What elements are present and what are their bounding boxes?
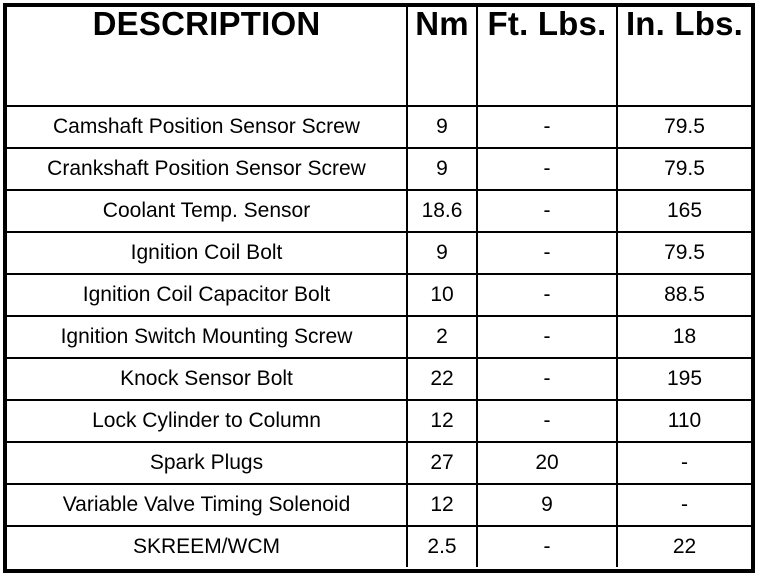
cell-description: SKREEM/WCM	[7, 526, 407, 567]
cell-in-lbs: 165	[617, 190, 751, 232]
header-row	[7, 7, 751, 106]
cell-description: Spark Plugs	[7, 442, 407, 484]
cell-in-lbs: 110	[617, 400, 751, 442]
cell-ft-lbs: -	[477, 106, 617, 148]
cell-ft-lbs: -	[477, 274, 617, 316]
cell-in-lbs: -	[617, 442, 751, 484]
table-row	[7, 274, 751, 316]
torque-spec-table	[7, 7, 751, 567]
cell-ft-lbs: -	[477, 190, 617, 232]
cell-ft-lbs: 9	[477, 484, 617, 526]
cell-nm: 18.6	[407, 190, 477, 232]
cell-in-lbs: 18	[617, 316, 751, 358]
header-ft-lbs: Ft. Lbs.	[477, 7, 617, 106]
header-description: DESCRIPTION	[7, 7, 407, 106]
cell-nm: 9	[407, 232, 477, 274]
cell-description: Crankshaft Position Sensor Screw	[7, 148, 407, 190]
table-row	[7, 190, 751, 232]
cell-ft-lbs: 20	[477, 442, 617, 484]
cell-in-lbs: 79.5	[617, 106, 751, 148]
cell-nm: 9	[407, 106, 477, 148]
cell-in-lbs: 88.5	[617, 274, 751, 316]
cell-in-lbs: 79.5	[617, 232, 751, 274]
cell-nm: 9	[407, 148, 477, 190]
table-row	[7, 106, 751, 148]
cell-ft-lbs: -	[477, 232, 617, 274]
table-row	[7, 358, 751, 400]
cell-description: Camshaft Position Sensor Screw	[7, 106, 407, 148]
cell-nm: 22	[407, 358, 477, 400]
table-row	[7, 232, 751, 274]
cell-description: Ignition Switch Mounting Screw	[7, 316, 407, 358]
header-in-lbs: In. Lbs.	[617, 7, 751, 106]
cell-description: Variable Valve Timing Solenoid	[7, 484, 407, 526]
cell-description: Ignition Coil Capacitor Bolt	[7, 274, 407, 316]
table-row	[7, 316, 751, 358]
torque-spec-table-frame	[3, 3, 755, 573]
cell-description: Ignition Coil Bolt	[7, 232, 407, 274]
cell-in-lbs: 79.5	[617, 148, 751, 190]
table-row	[7, 484, 751, 526]
table-row	[7, 148, 751, 190]
cell-ft-lbs: -	[477, 526, 617, 567]
cell-description: Lock Cylinder to Column	[7, 400, 407, 442]
cell-nm: 12	[407, 484, 477, 526]
table-row	[7, 400, 751, 442]
cell-description: Coolant Temp. Sensor	[7, 190, 407, 232]
table-row	[7, 442, 751, 484]
cell-nm: 10	[407, 274, 477, 316]
cell-nm: 27	[407, 442, 477, 484]
table-row	[7, 526, 751, 567]
cell-in-lbs: 22	[617, 526, 751, 567]
cell-in-lbs: 195	[617, 358, 751, 400]
cell-ft-lbs: -	[477, 148, 617, 190]
header-nm: Nm	[407, 7, 477, 106]
cell-ft-lbs: -	[477, 316, 617, 358]
cell-ft-lbs: -	[477, 400, 617, 442]
cell-nm: 2	[407, 316, 477, 358]
cell-nm: 12	[407, 400, 477, 442]
cell-nm: 2.5	[407, 526, 477, 567]
cell-ft-lbs: -	[477, 358, 617, 400]
cell-description: Knock Sensor Bolt	[7, 358, 407, 400]
cell-in-lbs: -	[617, 484, 751, 526]
